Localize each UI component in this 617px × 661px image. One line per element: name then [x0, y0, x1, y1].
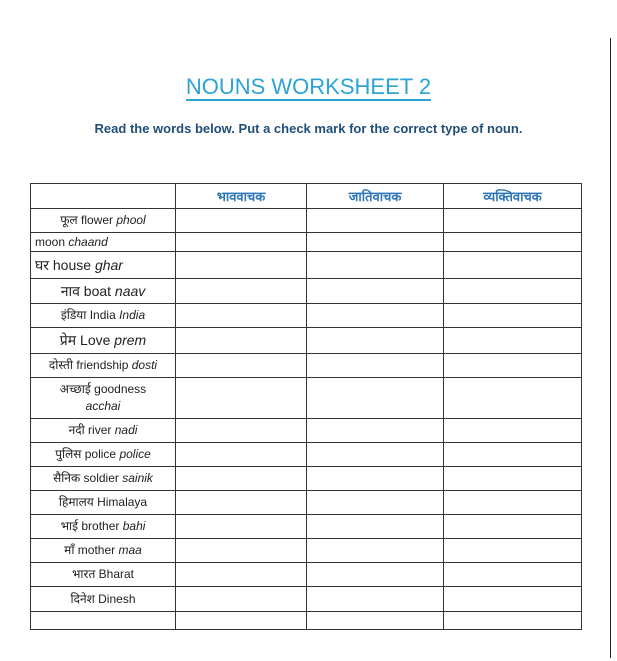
noun-worksheet-table — [30, 183, 582, 630]
check-bhaavvachak-cell[interactable] — [176, 252, 307, 279]
transliteration: police — [119, 447, 151, 461]
hindi-word: भाई — [60, 519, 79, 533]
check-bhaavvachak-cell[interactable] — [176, 539, 307, 563]
table-row — [31, 419, 582, 443]
check-bhaavvachak-cell[interactable] — [176, 233, 307, 252]
noun-word-cell — [31, 612, 176, 630]
table-row — [31, 491, 582, 515]
hindi-word: प्रेम — [59, 332, 77, 348]
transliteration: prem — [114, 332, 147, 348]
noun-word-cell — [31, 467, 176, 491]
noun-word-cell — [31, 587, 176, 612]
noun-word-cell — [31, 491, 176, 515]
hindi-word: माँ — [64, 543, 75, 557]
table-row — [31, 279, 582, 304]
transliteration: dosti — [131, 358, 158, 372]
noun-word-cell — [31, 233, 176, 252]
transliteration: chaand — [68, 234, 108, 249]
hindi-word: इंडिया — [60, 308, 87, 322]
table-row — [31, 539, 582, 563]
check-vyaktivachak-cell[interactable] — [444, 491, 582, 515]
english-word: house — [52, 256, 92, 273]
transliteration: India — [119, 308, 146, 322]
hindi-word: नाव — [60, 282, 80, 299]
table-row — [31, 328, 582, 354]
english-word: Dinesh — [98, 591, 136, 606]
noun-word-cell — [31, 539, 176, 563]
transliteration: phool — [116, 213, 146, 227]
check-bhaavvachak-cell[interactable] — [176, 209, 307, 233]
check-bhaavvachak-cell[interactable] — [176, 419, 307, 443]
table-row — [31, 304, 582, 328]
noun-word-cell — [31, 563, 176, 587]
check-bhaavvachak-cell[interactable] — [176, 563, 307, 587]
english-word: Himalaya — [97, 495, 148, 509]
worksheet-title — [0, 74, 617, 100]
english-word: police — [84, 447, 117, 461]
table-row — [31, 515, 582, 539]
table-header-row — [31, 184, 582, 209]
transliteration: maa — [118, 543, 142, 557]
english-word: Love — [80, 332, 111, 348]
check-bhaavvachak-cell[interactable] — [176, 279, 307, 304]
transliteration: sainik — [122, 471, 153, 485]
english-word: soldier — [83, 471, 119, 485]
transliteration: ghar — [94, 256, 123, 273]
hindi-word: दिनेश — [70, 591, 95, 606]
check-jaativachak-cell[interactable] — [307, 233, 444, 252]
english-word: boat — [83, 282, 112, 299]
check-bhaavvachak-cell[interactable] — [176, 515, 307, 539]
english-word: flower — [81, 213, 114, 227]
check-vyaktivachak-cell[interactable] — [444, 304, 582, 328]
english-word: goodness — [94, 382, 147, 396]
check-vyaktivachak-cell[interactable] — [444, 467, 582, 491]
transliteration: naav — [114, 282, 146, 299]
check-jaativachak-cell[interactable] — [307, 279, 444, 304]
header-jaativachak: जातिवाचक — [307, 184, 444, 209]
transliteration: bahi — [122, 519, 146, 533]
noun-word-cell — [31, 419, 176, 443]
check-jaativachak-cell[interactable] — [307, 539, 444, 563]
check-jaativachak-cell[interactable] — [307, 491, 444, 515]
worksheet-title-text: NOUNS WORKSHEET 2 — [185, 74, 432, 99]
check-jaativachak-cell[interactable] — [307, 252, 444, 279]
table-row — [31, 209, 582, 233]
english-word: Bharat — [98, 567, 134, 581]
check-jaativachak-cell[interactable] — [307, 378, 444, 419]
check-vyaktivachak-cell[interactable] — [444, 209, 582, 233]
table-row — [31, 587, 582, 612]
check-jaativachak-cell[interactable] — [307, 443, 444, 467]
table-row — [31, 467, 582, 491]
noun-word-cell — [31, 354, 176, 378]
check-jaativachak-cell[interactable] — [307, 304, 444, 328]
check-vyaktivachak-cell[interactable] — [444, 378, 582, 419]
check-vyaktivachak-cell[interactable] — [444, 587, 582, 612]
check-vyaktivachak-cell[interactable] — [444, 233, 582, 252]
check-bhaavvachak-cell[interactable] — [176, 304, 307, 328]
check-vyaktivachak-cell[interactable] — [444, 252, 582, 279]
check-vyaktivachak-cell[interactable] — [444, 279, 582, 304]
hindi-word: घर — [35, 256, 49, 273]
instruction-text: Read the words below. Put a check mark for the correct type of noun. — [94, 121, 523, 136]
check-vyaktivachak-cell[interactable] — [444, 539, 582, 563]
table-row — [31, 378, 582, 419]
check-bhaavvachak-cell[interactable] — [176, 443, 307, 467]
english-word: mother — [77, 543, 116, 557]
hindi-word: अच्छाई — [59, 382, 91, 396]
hindi-word: पुलिस — [55, 447, 82, 461]
noun-word-cell — [31, 304, 176, 328]
check-bhaavvachak-cell[interactable] — [176, 467, 307, 491]
table-row — [31, 354, 582, 378]
noun-word-cell — [31, 252, 176, 279]
english-word: moon — [35, 234, 66, 249]
check-jaativachak-cell[interactable] — [307, 419, 444, 443]
check-jaativachak-cell[interactable] — [307, 328, 444, 354]
table-row — [31, 612, 582, 630]
check-jaativachak-cell[interactable] — [307, 467, 444, 491]
check-vyaktivachak-cell[interactable] — [444, 354, 582, 378]
check-bhaavvachak-cell[interactable] — [176, 328, 307, 354]
check-bhaavvachak-cell[interactable] — [176, 378, 307, 419]
noun-word-cell — [31, 279, 176, 304]
noun-word-cell — [31, 378, 176, 419]
english-word: India — [89, 308, 116, 322]
noun-word-cell — [31, 515, 176, 539]
header-word — [31, 184, 176, 209]
transliteration: nadi — [114, 423, 138, 437]
english-word: friendship — [76, 358, 129, 372]
noun-word-cell — [31, 328, 176, 354]
check-jaativachak-cell[interactable] — [307, 209, 444, 233]
hindi-word: दोस्ती — [48, 358, 74, 372]
check-jaativachak-cell[interactable] — [307, 587, 444, 612]
check-vyaktivachak-cell[interactable] — [444, 612, 582, 630]
hindi-word: नदी — [68, 423, 85, 437]
hindi-word: सैनिक — [53, 471, 81, 485]
check-vyaktivachak-cell[interactable] — [444, 419, 582, 443]
check-jaativachak-cell[interactable] — [307, 612, 444, 630]
hindi-word: भारत — [72, 567, 96, 581]
transliteration: acchai — [85, 399, 121, 413]
check-bhaavvachak-cell[interactable] — [176, 587, 307, 612]
check-jaativachak-cell[interactable] — [307, 563, 444, 587]
check-jaativachak-cell[interactable] — [307, 354, 444, 378]
table-row — [31, 252, 582, 279]
table-row — [31, 233, 582, 252]
english-word: river — [88, 423, 112, 437]
noun-word-cell — [31, 209, 176, 233]
check-bhaavvachak-cell[interactable] — [176, 612, 307, 630]
check-jaativachak-cell[interactable] — [307, 515, 444, 539]
check-vyaktivachak-cell[interactable] — [444, 515, 582, 539]
hindi-word: फूल — [60, 213, 78, 227]
header-bhaavvachak: भाववाचक — [176, 184, 307, 209]
english-word: brother — [81, 519, 120, 533]
check-bhaavvachak-cell[interactable] — [176, 354, 307, 378]
check-bhaavvachak-cell[interactable] — [176, 491, 307, 515]
noun-word-cell — [31, 443, 176, 467]
header-vyaktivachak: व्यक्तिवाचक — [444, 184, 582, 209]
table-row — [31, 563, 582, 587]
table-row — [31, 443, 582, 467]
check-vyaktivachak-cell[interactable] — [444, 443, 582, 467]
hindi-word: हिमालय — [58, 495, 94, 509]
check-vyaktivachak-cell[interactable] — [444, 563, 582, 587]
check-vyaktivachak-cell[interactable] — [444, 328, 582, 354]
